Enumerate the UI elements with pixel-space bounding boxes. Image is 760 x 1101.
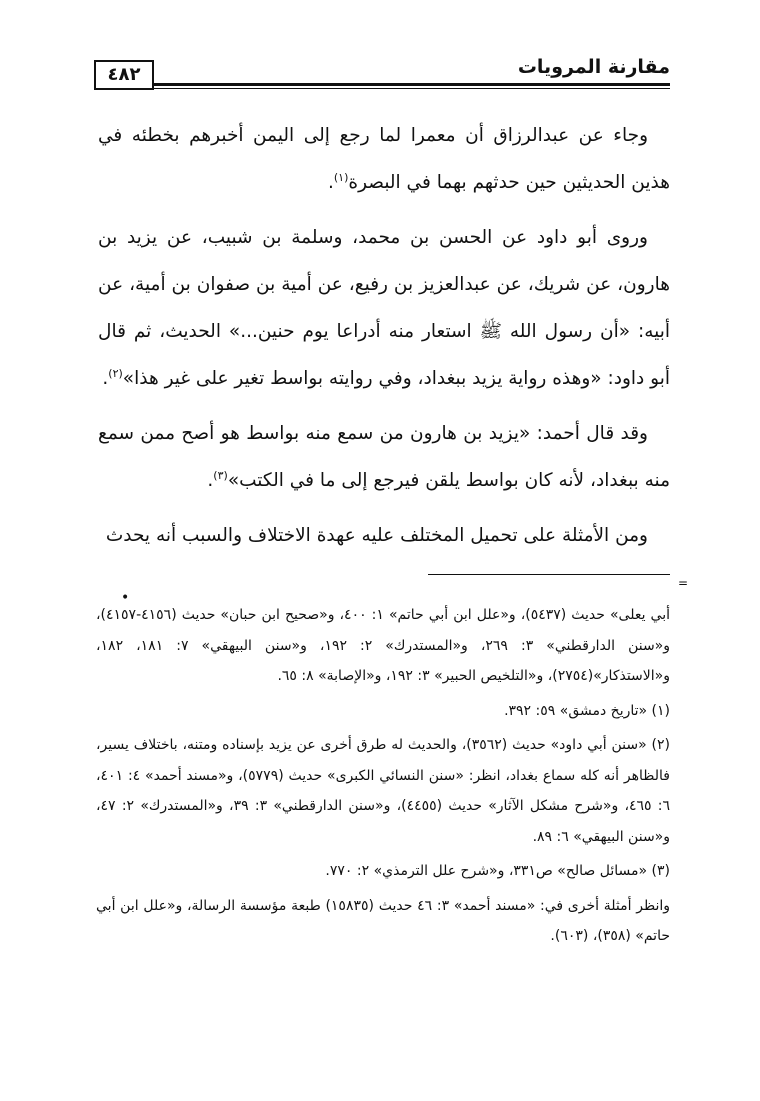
- footnote-separator: [428, 574, 670, 575]
- footnote-1: (١) «تاريخ دمشق» ٥٩: ٣٩٢.: [504, 702, 670, 719]
- paragraph-3-text: وقد قال أحمد: «يزيد بن هارون من سمع منه بواسط هو أصح ممن سمع منه ببغداد، لأنه كان بواسط يلقن فيرجع إلى ما في الكتب»: [98, 423, 670, 491]
- paragraph-1: وجاء عن عبدالرزاق أن معمرا لما رجع إلى اليمن أخبرهم بخطئه في هذين الحديثين حين حدثهم بهما في البصرة$^{(١)}$.: [98, 125, 670, 193]
- footnote-continuation-mark: =: [678, 576, 689, 590]
- page-number: ٤٨٢: [94, 60, 154, 90]
- header-rule-thick: [96, 83, 670, 86]
- paragraph-4: [98, 512, 670, 559]
- paragraph-2-text: وروى أبو داود عن الحسن بن محمد، وسلمة بن شبيب، عن يزيد بن هارون، عن شريك، عن عبدالعزيز بن رفيع، عن أمية بن صفوان بن أمية، عن أبيه: «أن رسول الله ﷺ استعار منه أدراعا يوم حنين...» الحديث، ثم قال أبو داود: «وهذه رواية يزيد ببغداد، وفي روايته بواسط تغير على غير هذا»: [98, 227, 670, 389]
- main-text: [98, 112, 670, 567]
- footnote-continued: أبي يعلى» حديث (٥٤٣٧)، و«علل ابن أبي حاتم» ١: ٤٠٠، و«صحيح ابن حبان» حديث (٤١٥٦-٤١٥٧)، و«سنن الدارقطني» ٣: ٢٦٩، و«المستدرك» ٢: ١٩٢، و«سنن البيهقي» ٧: ١٨١، ١٨٢، و«الاستذكار»(٢٧٥٤)، و«التلخيص الحبير» ٣: ١٩٢، و«الإصابة» ٨: ٦٥.: [96, 607, 671, 684]
- page-header: [96, 52, 670, 94]
- header-rule-thin: [96, 88, 670, 89]
- footnote-ref-2: (٢): [108, 366, 123, 380]
- running-title: مقارنة المرويات: [517, 56, 670, 78]
- paragraph-3: وقد قال أحمد: «يزيد بن هارون من سمع منه بواسط هو أصح ممن سمع منه ببغداد، لأنه كان بواسط يلقن فيرجع إلى ما في الكتب»$^{(٣)}$.: [98, 423, 670, 491]
- ink-dot: •: [121, 590, 130, 606]
- paragraph-4-text: ومن الأمثلة على تحميل المختلف عليه عهدة الاختلاف والسبب أنه يحدث: [105, 525, 648, 546]
- footnote-extra: وانظر أمثلة أخرى في: «مسند أحمد» ٣: ٤٦ حديث (١٥٨٣٥) طبعة مؤسسة الرسالة، و«علل ابن أبي حاتم» (٣٥٨)، (٦٠٣).: [96, 897, 670, 944]
- footnotes: [96, 600, 670, 956]
- footnote-ref-1: (١): [333, 170, 349, 184]
- footnote-2: (٢) «سنن أبي داود» حديث (٣٥٦٢)، والحديث له طرق أخرى عن يزيد بإسناده ومتنه، باختلاف يسير، فالظاهر أنه كله سماع بغداد، انظر: «سنن النسائي الكبرى» حديث (٥٧٧٩)، و«مسند أحمد» ٤: ٤٠١، ٦: ٤٦٥، و«شرح مشكل الآثار» حديث (٤٤٥٥)، و«سنن الدارقطني» ٣: ٣٩، و«المستدرك» ٢: ٤٧، و«سنن البيهقي» ٦: ٨٩.: [96, 737, 671, 845]
- footnote-ref-3: (٣): [213, 468, 228, 482]
- paragraph-1-text: وجاء عن عبدالرزاق أن معمرا لما رجع إلى اليمن أخبرهم بخطئه في هذين الحديثين حين حدثهم بهما في البصرة: [98, 125, 670, 193]
- paragraph-2: وروى أبو داود عن الحسن بن محمد، وسلمة بن شبيب، عن يزيد بن هارون، عن شريك، عن عبدالعزيز بن رفيع، عن أمية بن صفوان بن أمية، عن أبيه: «أن رسول الله ﷺ استعار منه أدراعا يوم حنين...» الحديث، ثم قال أبو داود: «وهذه رواية يزيد ببغداد، وفي روايته بواسط تغير على غير هذا»$^{(٢)}$.: [98, 227, 670, 389]
- footnote-3: (٣) «مسائل صالح» ص٣٣١، و«شرح علل الترمذي» ٢: ٧٧٠.: [325, 863, 670, 879]
